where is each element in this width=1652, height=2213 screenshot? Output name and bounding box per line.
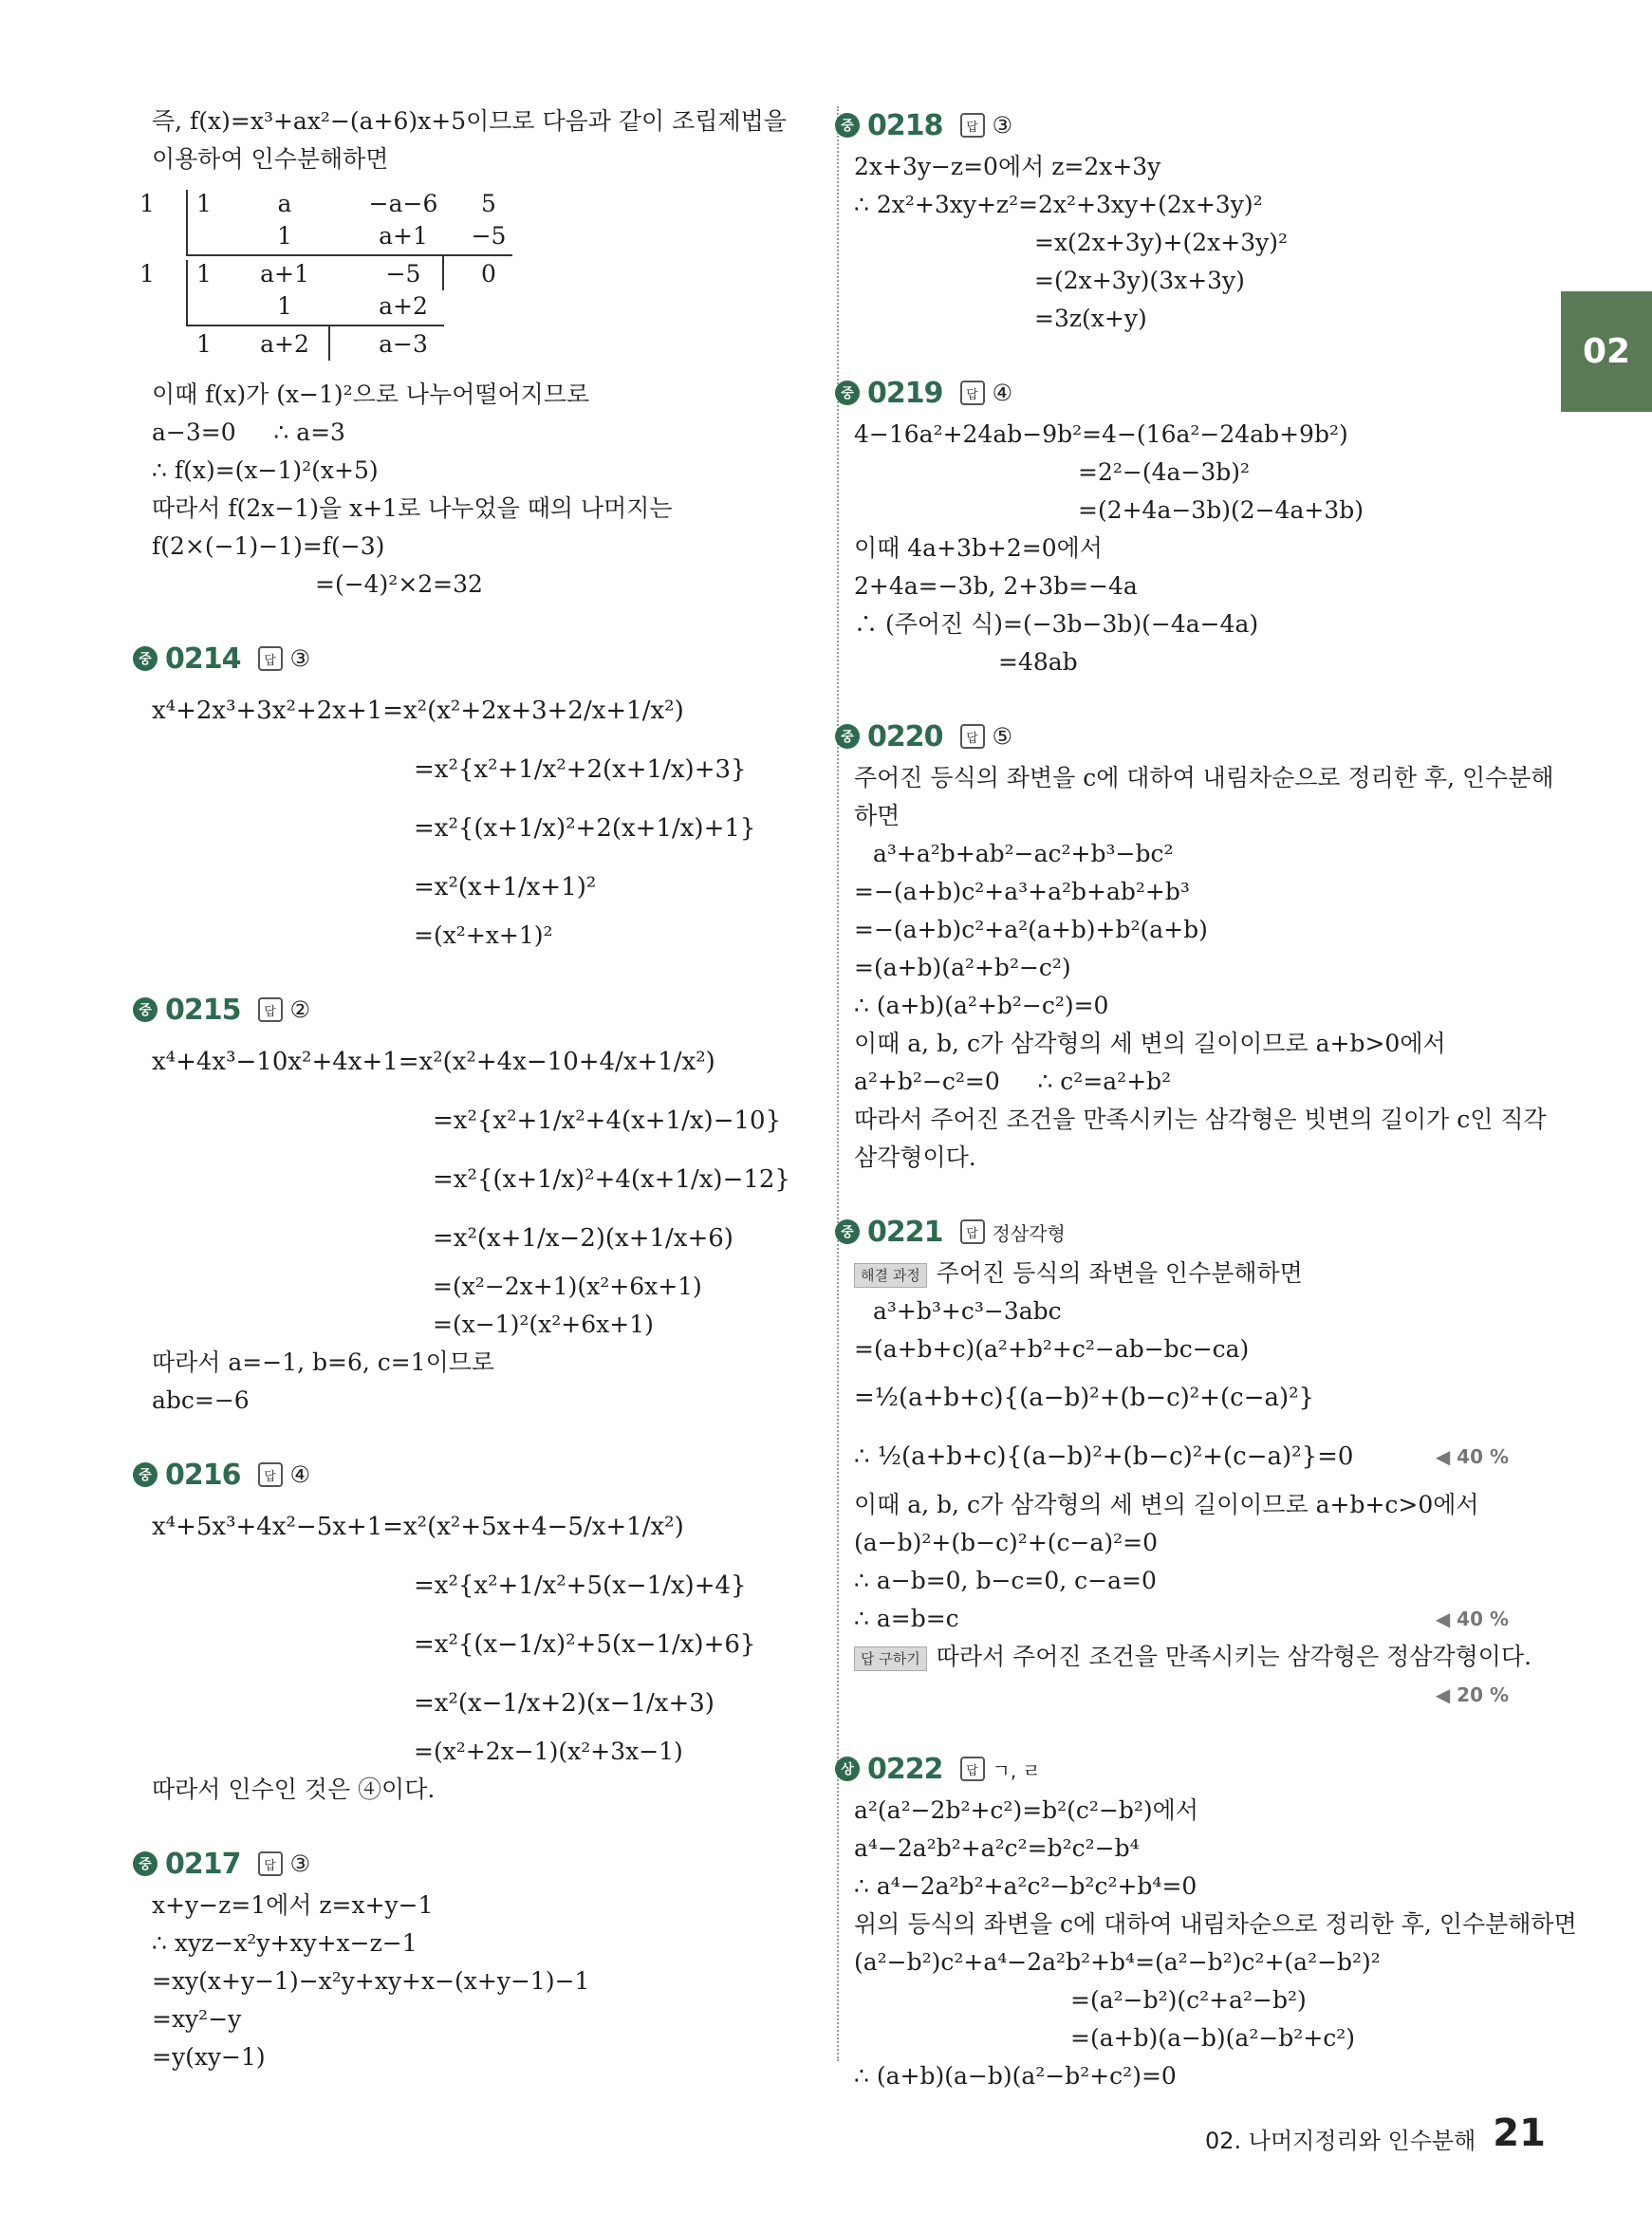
text-line: 하면: [854, 802, 900, 829]
synth-cell: 1: [277, 292, 292, 320]
math-line: (a²−b²)c²+a⁴−2a²b²+b⁴=(a²−b²)c²+(a²−b²)²: [854, 1948, 1381, 1976]
math-line: x⁴+4x³−10x²+4x+1=x²(x²+4x−10+4/x+1/x²): [152, 1048, 715, 1076]
math-line: ∴ (a+b)(a−b)(a²−b²+c²)=0: [854, 2062, 1177, 2090]
synth-remainder: 0: [481, 260, 496, 288]
problem-header-0217: [133, 1841, 816, 1887]
answer-label: 답: [258, 1851, 283, 1876]
answer-value: 정삼각형: [992, 1221, 1066, 1245]
problem-header-0222: [835, 1746, 1518, 1792]
solution-step-tag: 답 구하기: [854, 1646, 927, 1671]
math-line: =(a+b+c)(a²+b²+c²−ab−bc−ca): [854, 1335, 1250, 1363]
synth-cell: 1: [196, 190, 212, 217]
synth-rule: [186, 254, 512, 256]
text-line: 주어진 등식의 좌변을 c에 대하여 내림차순으로 정리한 후, 인수분해: [854, 764, 1554, 791]
math-line: =x²{x²+1/x²+2(x+1/x)+3}: [414, 755, 747, 784]
answer-label: 답: [258, 997, 283, 1022]
problem-number: 0220: [867, 719, 943, 753]
answer-label: 답: [960, 724, 985, 749]
math-line: x⁴+5x³+4x²−5x+1=x²(x²+5x+4−5/x+1/x²): [152, 1513, 684, 1541]
math-line: ∴ a⁴−2a²b²+a²c²−b²c²+b⁴=0: [854, 1872, 1197, 1900]
synth-rule: [328, 325, 330, 361]
problem-header-0215: [133, 987, 816, 1032]
math-line: =3z(x+y): [1034, 305, 1147, 332]
answer-label: 답: [258, 1462, 283, 1487]
text-line: 주어진 등식의 좌변을 인수분해하면: [936, 1259, 1303, 1287]
answer-label: 답: [960, 1757, 985, 1781]
synth-cell: 5: [481, 190, 496, 217]
problem-number: 0222: [867, 1752, 943, 1786]
answer-label: 답: [960, 113, 985, 138]
text-line: =(−4)²×2=32: [315, 570, 483, 598]
synth-rule: [186, 260, 188, 325]
math-line: ∴ (주어진 식)=(−3b−3b)(−4a−4a): [854, 610, 1259, 638]
math-line: =x²(x+1/x+1)²: [414, 873, 597, 902]
problem-number: 0221: [867, 1215, 943, 1249]
math-line: =(x²+x+1)²: [414, 921, 553, 949]
synth-divisor: 1: [139, 190, 155, 217]
answer-label: 답: [960, 1219, 985, 1244]
text-line: a−3=0 ∴ a=3: [152, 418, 345, 446]
answer-value: ㄱ, ㄹ: [992, 1758, 1041, 1782]
page-number: 21: [1493, 2111, 1546, 2155]
math-line: abc=−6: [152, 1386, 250, 1414]
text-line: 따라서 인수인 것은 ④이다.: [152, 1776, 436, 1803]
math-line: =(x²+2x−1)(x²+3x−1): [414, 1738, 683, 1765]
answer-value: ③: [992, 112, 1013, 139]
math-line: =(x−1)²(x²+6x+1): [433, 1311, 654, 1338]
math-line: =x²{(x+1/x)²+2(x+1/x)+1}: [414, 814, 756, 843]
level-badge: 중: [133, 997, 158, 1022]
math-line: ∴ (a+b)(a²+b²−c²)=0: [854, 992, 1109, 1019]
level-badge: 중: [835, 113, 860, 138]
synth-rule: [442, 254, 444, 290]
synth-cell: −5: [385, 260, 421, 288]
text-line: f(2×(−1)−1)=f(−3): [152, 532, 385, 560]
problem-header-0216: [133, 1452, 816, 1497]
problem-number: 0217: [165, 1847, 241, 1881]
score-weight: ◀ 40 %: [1435, 1445, 1509, 1468]
math-line: =xy²−y: [152, 2005, 242, 2033]
problem-header-0221: [835, 1209, 1518, 1255]
math-line: a³+b³+c³−3abc: [873, 1297, 1062, 1325]
math-line: a²+b²−c²=0 ∴ c²=a²+b²: [854, 1068, 1172, 1095]
level-badge: 상: [835, 1757, 860, 1781]
text-line: 따라서 a=−1, b=6, c=1이므로: [152, 1348, 495, 1376]
level-badge: 중: [835, 1219, 860, 1244]
answer-label: 답: [258, 646, 283, 671]
text-line: 이때 a, b, c가 삼각형의 세 변의 길이이므로 a+b>0에서: [854, 1030, 1446, 1057]
math-line: 4−16a²+24ab−9b²=4−(16a²−24ab+9b²): [854, 420, 1348, 448]
text-line: 이때 a, b, c가 삼각형의 세 변의 길이이므로 a+b+c>0에서: [854, 1491, 1479, 1518]
math-line: a²(a²−2b²+c²)=b²(c²−b²)에서: [854, 1796, 1198, 1824]
problem-header-0218: [835, 102, 1518, 148]
problem-number: 0218: [867, 108, 943, 142]
math-line: ∴ a=b=c: [854, 1605, 959, 1632]
level-badge: 중: [133, 1462, 158, 1487]
text-line: 삼각형이다.: [854, 1144, 976, 1171]
solution-step-tag: 해결 과정: [854, 1263, 927, 1288]
math-line: =x(2x+3y)+(2x+3y)²: [1034, 229, 1288, 256]
math-line: =(2+4a−3b)(2−4a+3b): [1078, 496, 1364, 524]
synth-cell: a+1: [379, 222, 428, 250]
problem-number: 0215: [165, 993, 241, 1027]
answer-value: ④: [992, 380, 1013, 406]
score-weight: ◀ 40 %: [1435, 1608, 1509, 1630]
right-column: [841, 102, 1577, 2095]
math-line: =(a²−b²)(c²+a²−b²): [1070, 1986, 1307, 2014]
math-line: ∴ 2x²+3xy+z²=2x²+3xy+(2x+3y)²: [854, 191, 1263, 218]
synth-divisor: 1: [139, 260, 155, 288]
synth-rule: [186, 325, 444, 326]
footer-chapter-title: 02. 나머지정리와 인수분해: [1205, 2128, 1476, 2154]
answer-value: ③: [289, 1850, 311, 1877]
math-line: =x²{(x−1/x)²+5(x−1/x)+6}: [414, 1630, 756, 1659]
synth-cell: −a−6: [368, 190, 438, 217]
text-line: 따라서 f(2x−1)을 x+1로 나누었을 때의 나머지는: [152, 494, 673, 522]
answer-label: 답: [960, 381, 985, 405]
math-line: =x²{x²+1/x²+5(x−1/x)+4}: [414, 1571, 747, 1600]
math-line: ∴ xyz−x²y+xy+x−z−1: [152, 1929, 418, 1957]
synth-cell: 1: [277, 222, 292, 250]
answer-value: ②: [289, 996, 311, 1023]
chapter-tab: 02: [1561, 291, 1652, 412]
math-line: =(a+b)(a²+b²−c²): [854, 954, 1071, 981]
synth-cell: a: [277, 190, 292, 217]
math-line: =x²{x²+1/x²+4(x+1/x)−10}: [433, 1106, 782, 1135]
answer-value: ③: [289, 645, 311, 672]
level-badge: 중: [133, 1851, 158, 1876]
level-badge: 중: [835, 724, 860, 749]
text-line: 이때 f(x)가 (x−1)²으로 나누어떨어지므로: [152, 381, 590, 408]
text-line: 이때 4a+3b+2=0에서: [854, 534, 1103, 562]
synth-cell: 1: [196, 260, 212, 288]
page-footer: [1205, 2111, 1546, 2155]
math-line: ∴ ½(a+b+c){(a−b)²+(b−c)²+(c−a)²}=0: [854, 1442, 1354, 1471]
math-line: 2x+3y−z=0에서 z=2x+3y: [854, 153, 1161, 180]
synthetic-division-table: [139, 186, 816, 372]
text-line: ∴ f(x)=(x−1)²(x+5): [152, 456, 379, 484]
problem-number: 0216: [165, 1458, 241, 1492]
synth-cell: 1: [196, 330, 212, 358]
math-line: a⁴−2a²b²+a²c²=b²c²−b⁴: [854, 1834, 1140, 1862]
math-line: =y(xy−1): [152, 2043, 266, 2071]
math-line: ∴ a−b=0, b−c=0, c−a=0: [854, 1567, 1157, 1594]
math-line: =2²−(4a−3b)²: [1078, 458, 1251, 486]
left-column: [139, 102, 816, 2076]
math-line: =½(a+b+c){(a−b)²+(b−c)²+(c−a)²}: [854, 1384, 1315, 1412]
math-line: =−(a+b)c²+a²(a+b)+b²(a+b): [854, 916, 1208, 943]
synth-rule: [186, 190, 188, 254]
synth-cell: −5: [471, 222, 507, 250]
math-line: 2+4a=−3b, 2+3b=−4a: [854, 572, 1138, 600]
math-line: =48ab: [998, 648, 1078, 676]
problem-number: 0214: [165, 642, 241, 676]
problem-header-0219: [835, 370, 1518, 416]
text-line: 이용하여 인수분해하면: [152, 145, 389, 173]
math-line: =−(a+b)c²+a³+a²b+ab²+b³: [854, 878, 1190, 905]
math-line: =(x²−2x+1)(x²+6x+1): [433, 1273, 702, 1300]
math-line: =(2x+3y)(3x+3y): [1034, 267, 1245, 294]
math-line: =x²(x+1/x−2)(x+1/x+6): [433, 1224, 733, 1253]
score-weight: ◀ 20 %: [1435, 1683, 1509, 1706]
math-line: =xy(x+y−1)−x²y+xy+x−(x+y−1)−1: [152, 1967, 590, 1995]
math-line: =x²{(x+1/x)²+4(x+1/x)−12}: [433, 1165, 790, 1194]
math-line: =(a+b)(a−b)(a²−b²+c²): [1070, 2024, 1356, 2052]
text-line: 위의 등식의 좌변을 c에 대하여 내림차순으로 정리한 후, 인수분해하면: [854, 1910, 1577, 1938]
synth-cell: a+2: [379, 292, 428, 320]
synth-cell: a+2: [260, 330, 309, 358]
answer-value: ④: [289, 1461, 311, 1488]
problem-header-0214: [133, 636, 816, 681]
problem-header-0220: [835, 714, 1518, 759]
answer-value: ⑤: [992, 723, 1013, 750]
synth-cell: a+1: [260, 260, 309, 288]
synth-remainder: a−3: [379, 330, 428, 358]
math-line: =x²(x−1/x+2)(x−1/x+3): [414, 1689, 715, 1718]
text-line: 즉, f(x)=x³+ax²−(a+6)x+5이므로 다음과 같이 조립제법을: [152, 107, 787, 135]
level-badge: 중: [835, 381, 860, 405]
math-line: a³+a²b+ab²−ac²+b³−bc²: [873, 840, 1174, 867]
problem-number: 0219: [867, 376, 943, 410]
text-line: 따라서 주어진 조건을 만족시키는 삼각형은 정삼각형이다.: [936, 1643, 1532, 1670]
math-line: (a−b)²+(b−c)²+(c−a)²=0: [854, 1529, 1158, 1556]
math-line: x+y−z=1에서 z=x+y−1: [152, 1891, 434, 1919]
math-line: x⁴+2x³+3x²+2x+1=x²(x²+2x+3+2/x+1/x²): [152, 697, 684, 725]
text-line: 따라서 주어진 조건을 만족시키는 삼각형은 빗변의 길이가 c인 직각: [854, 1106, 1547, 1133]
level-badge: 중: [133, 646, 158, 671]
